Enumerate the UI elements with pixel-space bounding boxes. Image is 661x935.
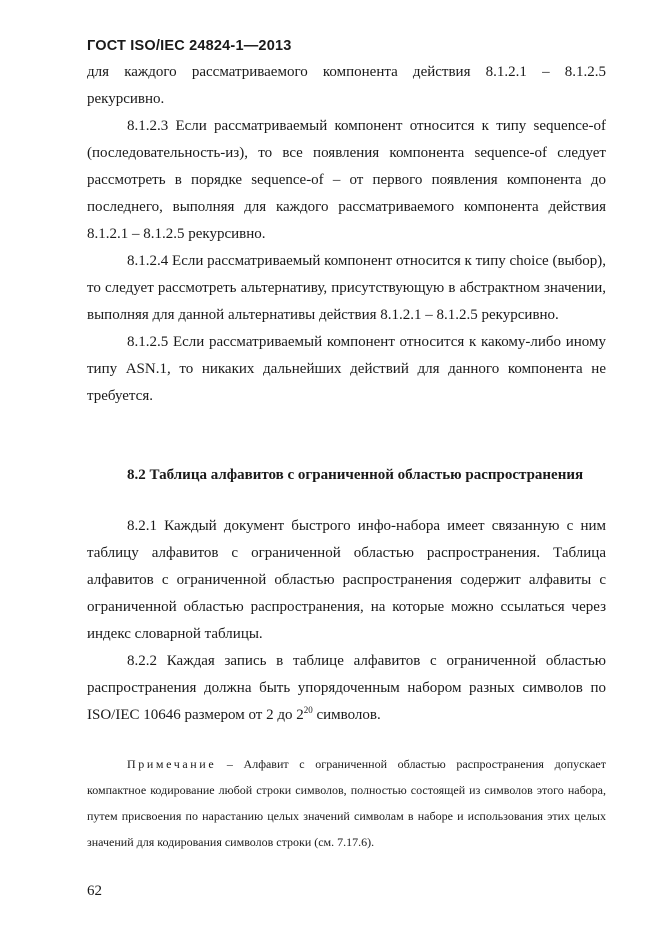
paragraph-8-2-2-tail: символов. (312, 707, 381, 723)
note-label: Примечание (127, 757, 217, 771)
paragraph-8-1-2-4: 8.1.2.4 Если рассматриваемый компонент относится к типу choice (выбор), то следует рассмотреть альтернативу, присутствующую в абстрактном значении, выполняя для данной альтернативы действия 8.1.2.1 – 8.1.2.5 рекурсивно. (87, 253, 606, 323)
note-text: – Алфавит с ограниченной областью распространения допускает компактное кодирование любой строки символов, полностью состоящей из символов этого набора, путем присвоения по нарастанию целых значений символам в наборе и использования этих целых значений для кодирования символов строки (см. 7.17.6). (87, 757, 606, 849)
paragraph-8-1-2-5: 8.1.2.5 Если рассматриваемый компонент относится к какому-либо иному типу ASN.1, то никаких дальнейших действий для данного компонента не требуется. (87, 334, 606, 404)
paragraph-8-2-1: 8.2.1 Каждый документ быстрого инфо-набора имеет связанную с ним таблицу алфавитов с ограниченной областью распространения. Таблица алфавитов с ограниченной областью распространения содержит алфавиты с ограниченной областью распространения, на которые можно ссылаться через индекс словарной таблицы. (87, 518, 606, 642)
paragraph-continuation: для каждого рассматриваемого компонента действия 8.1.2.1 – 8.1.2.5 рекурсивно. (87, 64, 606, 107)
page-number: 62 (87, 883, 102, 899)
paragraph-8-1-2-3: 8.1.2.3 Если рассматриваемый компонент относится к типу sequence-of (последовательность-из), то все появления компонента sequence-of следует рассмотреть в порядке sequence-of – от первого появления компонента до последнего, выполняя для каждого рассматриваемого компонента действия 8.1.2.1 – 8.1.2.5 рекурсивно. (87, 118, 606, 242)
section-heading-8-2: 8.2 Таблица алфавитов с ограниченной областью распространения (127, 467, 584, 483)
paragraph-8-2-2-text: 8.2.2 Каждая запись в таблице алфавитов с ограниченной областью распространения должна быть упорядоченным набором разных символов по ISO/IEC 10646 размером от 2 до 2 (87, 653, 606, 723)
paragraph-8-2-2 (87, 648, 606, 729)
continuation-paragraph-block (87, 59, 606, 410)
note-block (87, 751, 606, 855)
document-header: ГОСТ ISO/IEC 24824-1—2013 (87, 38, 292, 54)
exponent-superscript: 20 (303, 705, 313, 715)
section-8-2-body (87, 513, 606, 729)
